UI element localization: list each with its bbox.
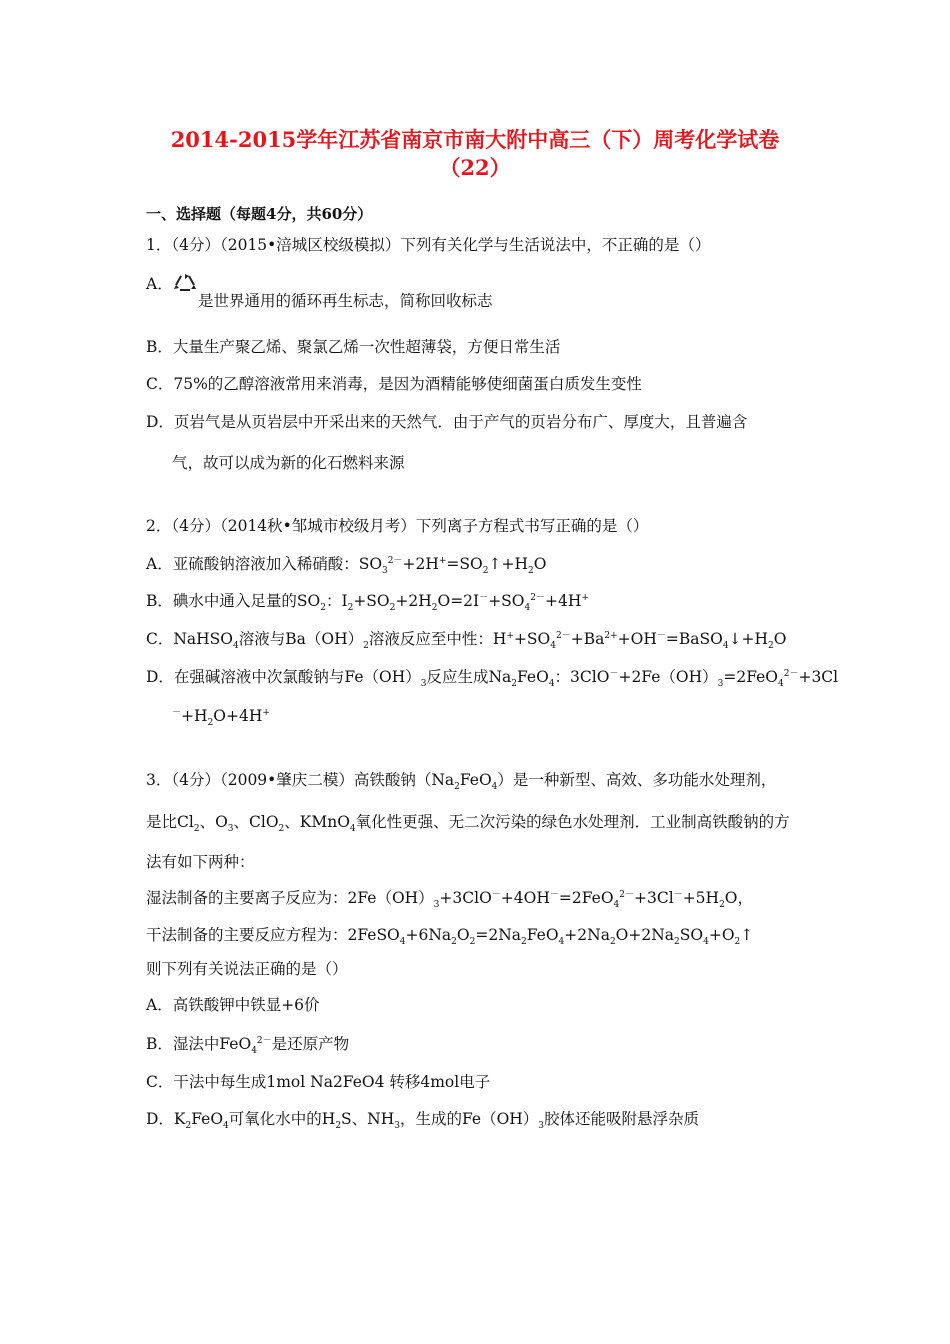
question-2-stem: 2．（4分）（2014秋•邹城市校级月考）下列离子方程式书写正确的是（） xyxy=(146,517,649,535)
question-2-option-d-line2: $^-+H_2O+4H^+$ xyxy=(172,707,270,729)
question-3-dry-method: 干法制备的主要反应方程为：$2FeSO_4+6Na_2O_2=2Na_2FeO_4+2Na_2O+2Na_2SO_4+O_2↑$ xyxy=(146,926,754,948)
question-3-option-b: B．湿法中FeO$_4^{2-}$是还原产物 xyxy=(146,1035,350,1057)
question-3-stem-line3: 法有如下两种： xyxy=(146,853,255,871)
question-3-stem-line2: 是比$Cl_2$、$O_3$、ClO$_2$、KMnO$_4$氧化性更强、无二次污染的绿色水处理剂．工业制高铁酸钠的方 xyxy=(146,813,790,835)
section-heading: 一、选择题（每题4分，共60分） xyxy=(146,205,373,223)
question-2-option-b: B．碘水中通入足量的$SO_2$：$I_2+SO_2+2H_2O=2I^-+SO_4^{2-}+4H^+$ xyxy=(146,592,589,614)
question-3-ask: 则下列有关说法正确的是（） xyxy=(146,960,348,978)
document-title-number: （22） xyxy=(439,155,511,180)
question-3-stem-line1: 3．（4分）（2009•肇庆二模）高铁酸钠$(Na_2FeO_4)$是一种新型、高效、多功能水处理剂， xyxy=(146,771,777,793)
question-1-option-d-line2: 气，故可以成为新的化石燃料来源 xyxy=(172,454,405,472)
question-1-option-d-line1: D．页岩气是从页岩层中开采出来的天然气．由于产气的页岩分布广、厚度大，且普遍含 xyxy=(146,413,748,431)
question-2-option-a: A．亚硫酸钠溶液加入稀硝酸：$SO_3^{2-}+2H^+=SO_2↑+H_2O$ xyxy=(146,555,547,577)
question-1-option-b: B．大量生产聚乙烯、聚氯乙烯一次性超薄袋，方便日常生活 xyxy=(146,338,561,356)
question-1-stem: 1．（4分）（2015•涪城区校级模拟）下列有关化学与生活说法中，不正确的是（） xyxy=(146,236,711,254)
document-title: 2014-2015学年江苏省南京市南大附中高三（下）周考化学试卷 xyxy=(170,127,780,152)
recycle-icon xyxy=(172,272,198,294)
question-1-option-a-text: 是世界通用的循环再生标志，简称回收标志 xyxy=(198,292,493,310)
question-3-wet-method: 湿法制备的主要离子反应为：$2Fe(OH)_3+3ClO^-+4OH^-=2FeO_4^{2-}+3Cl^-+5H_2O$， xyxy=(146,889,754,911)
question-3-option-c: C．干法中每生成1mol Na2FeO4 转移4mol电子 xyxy=(146,1073,491,1091)
question-3-option-d: D．$K_2FeO_4$可氧化水中的$H_2S$、$NH_3$，生成的$Fe(OH)_3$胶体还能吸附悬浮杂质 xyxy=(146,1110,700,1132)
question-2-option-c: C．NaHSO$_4$溶液与$Ba(OH)_2$溶液反应至中性：$H^++SO_4^{2-}+Ba^{2+}+OH^-=BaSO_4↓+H_2O$ xyxy=(146,630,787,652)
question-3-option-a: A．高铁酸钾中铁显+6价 xyxy=(146,996,320,1014)
question-2-option-d-line1: D．在强碱溶液中次氯酸钠与$Fe(OH)_3$反应生成$Na_2FeO_4$：$3ClO^-+2Fe(OH)_3=2FeO_4^{2-}+3Cl$ xyxy=(146,668,839,690)
question-1-option-a-letter: A． xyxy=(146,275,173,293)
question-1-option-c: C．75%的乙醇溶液常用来消毒，是因为酒精能够使细菌蛋白质发生变性 xyxy=(146,375,642,393)
